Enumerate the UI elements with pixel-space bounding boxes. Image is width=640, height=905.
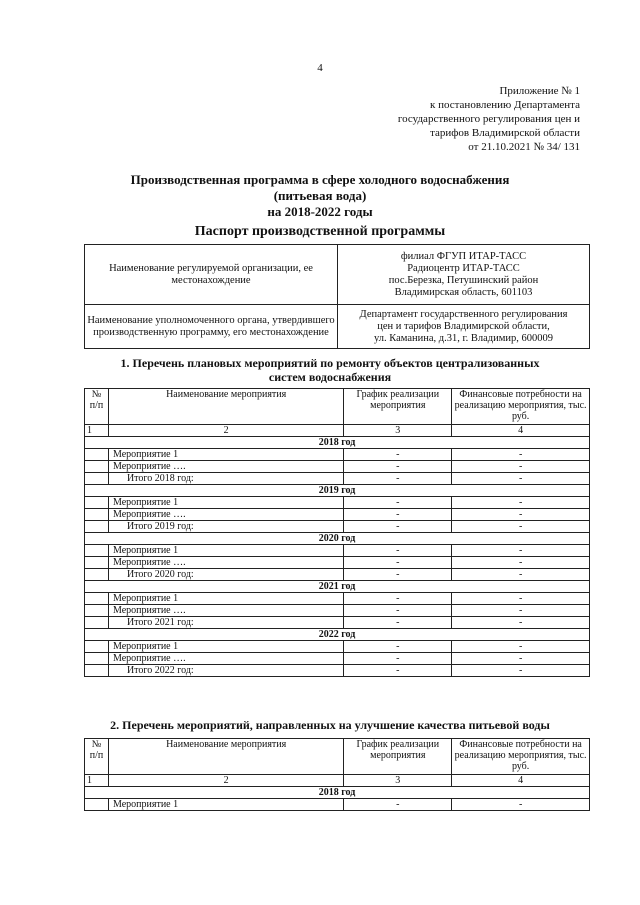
passport-label: Наименование регулируемой организации, ее местонахождение [85, 245, 338, 305]
schedule-cell: - [344, 617, 452, 629]
col-number: 1 [85, 425, 109, 437]
event-name: Мероприятие 1 [108, 799, 343, 811]
passport-title: Паспорт производственной программы [194, 224, 446, 239]
total-row [85, 665, 590, 677]
event-name: Мероприятие 1 [108, 641, 343, 653]
schedule-cell: - [344, 557, 452, 569]
schedule-cell: - [344, 473, 452, 485]
table-header-row [85, 739, 590, 775]
header-cell: График реализации мероприятия [344, 739, 452, 775]
schedule-cell: - [344, 605, 452, 617]
schedule-cell: - [344, 641, 452, 653]
header-cell: Наименование мероприятия [108, 739, 343, 775]
finance-cell: - [452, 569, 590, 581]
event-name: Мероприятие …. [108, 509, 343, 521]
finance-cell: - [452, 461, 590, 473]
appendix-line: государственного регулирования цен и [397, 113, 580, 125]
finance-cell: - [452, 545, 590, 557]
table-header-row [85, 389, 590, 425]
finance-cell: - [452, 509, 590, 521]
table-row [85, 545, 590, 557]
value-line: цен и тарифов Владимирской области, [377, 320, 550, 332]
header-cell: Финансовые потребности на реализацию мероприятия, тыс. руб. [452, 389, 590, 425]
passport-value [338, 305, 590, 349]
finance-cell: - [452, 653, 590, 665]
section2-table [84, 738, 590, 811]
event-name: Мероприятие 1 [108, 545, 343, 557]
year-label: 2020 год [85, 533, 590, 545]
value-line: Департамент государственного регулирования [359, 308, 568, 320]
event-name: Мероприятие 1 [108, 449, 343, 461]
event-name: Мероприятие …. [108, 557, 343, 569]
total-row [85, 617, 590, 629]
finance-cell: - [452, 605, 590, 617]
table-row [85, 449, 590, 461]
schedule-cell: - [344, 593, 452, 605]
section1-table [84, 388, 590, 677]
table-row [85, 461, 590, 473]
col-number: 4 [452, 775, 590, 787]
passport-table [84, 244, 590, 349]
schedule-cell: - [344, 665, 452, 677]
total-label: Итого 2018 год: [108, 473, 343, 485]
col-number: 1 [85, 775, 109, 787]
year-row [85, 787, 590, 799]
event-name: Мероприятие …. [108, 653, 343, 665]
year-label: 2021 год [85, 581, 590, 593]
finance-cell: - [452, 473, 590, 485]
event-name: Мероприятие 1 [108, 497, 343, 509]
finance-cell: - [452, 617, 590, 629]
event-name: Мероприятие 1 [108, 593, 343, 605]
header-cell: График реализации мероприятия [344, 389, 452, 425]
col-number: 2 [108, 775, 343, 787]
schedule-cell: - [344, 545, 452, 557]
value-line: ул. Каманина, д.31, г. Владимир, 600009 [373, 332, 554, 344]
title-line: на 2018-2022 годы [267, 204, 373, 219]
total-row [85, 473, 590, 485]
schedule-cell: - [344, 653, 452, 665]
section1-title [40, 356, 620, 384]
title-line: Производственная программа в сфере холодного водоснабжения [130, 172, 510, 187]
col-number: 2 [108, 425, 343, 437]
title-line: (питьевая вода) [273, 188, 367, 203]
passport-row [85, 305, 590, 349]
total-label: Итого 2022 год: [108, 665, 343, 677]
document-title [40, 172, 600, 220]
schedule-cell: - [344, 521, 452, 533]
year-row [85, 533, 590, 545]
year-row [85, 629, 590, 641]
appendix-line: от 21.10.2021 № 34/ 131 [468, 141, 580, 153]
schedule-cell: - [344, 497, 452, 509]
section1-title-line: 1. Перечень плановых мероприятий по ремонту объектов централизованных [120, 356, 540, 370]
column-number-row [85, 775, 590, 787]
schedule-cell: - [344, 509, 452, 521]
schedule-cell: - [344, 449, 452, 461]
event-name: Мероприятие …. [108, 461, 343, 473]
passport-value [338, 245, 590, 305]
event-name: Мероприятие …. [108, 605, 343, 617]
year-label: 2018 год [85, 787, 590, 799]
section1-title-line: систем водоснабжения [268, 370, 392, 384]
header-cell: № п/п [85, 389, 109, 425]
finance-cell: - [452, 557, 590, 569]
appendix-note [360, 84, 580, 154]
finance-cell: - [452, 449, 590, 461]
total-label: Итого 2021 год: [108, 617, 343, 629]
table-row [85, 593, 590, 605]
table-row [85, 799, 590, 811]
schedule-cell: - [344, 799, 452, 811]
header-cell: Наименование мероприятия [108, 389, 343, 425]
year-label: 2022 год [85, 629, 590, 641]
year-label: 2019 год [85, 485, 590, 497]
col-number: 3 [344, 775, 452, 787]
finance-cell: - [452, 799, 590, 811]
finance-cell: - [452, 521, 590, 533]
finance-cell: - [452, 497, 590, 509]
appendix-line: Приложение № 1 [499, 85, 580, 97]
table-row [85, 497, 590, 509]
header-cell: Финансовые потребности на реализацию мероприятия, тыс. руб. [452, 739, 590, 775]
value-line: филиал ФГУП ИТАР-ТАСС [400, 250, 527, 262]
finance-cell: - [452, 593, 590, 605]
total-label: Итого 2019 год: [108, 521, 343, 533]
passport-label: Наименование уполномоченного органа, утвердившего производственную программу, его местонахождение [85, 305, 338, 349]
year-row [85, 437, 590, 449]
finance-cell: - [452, 665, 590, 677]
table-row [85, 557, 590, 569]
value-line: пос.Березка, Петушинский район [388, 274, 539, 286]
table-row [85, 509, 590, 521]
passport-row [85, 245, 590, 305]
section2-title: 2. Перечень мероприятий, направленных на улучшение качества питьевой воды [110, 718, 550, 732]
year-row [85, 581, 590, 593]
finance-cell: - [452, 641, 590, 653]
appendix-line: тарифов Владимирской области [430, 127, 580, 139]
value-line: Радиоцентр ИТАР-ТАСС [407, 262, 520, 274]
total-row [85, 521, 590, 533]
schedule-cell: - [344, 461, 452, 473]
appendix-line: к постановлению Департамента [429, 99, 580, 111]
col-number: 3 [344, 425, 452, 437]
total-row [85, 569, 590, 581]
table-row [85, 605, 590, 617]
table-row [85, 641, 590, 653]
total-label: Итого 2020 год: [108, 569, 343, 581]
table-row [85, 653, 590, 665]
schedule-cell: - [344, 569, 452, 581]
header-cell: № п/п [85, 739, 109, 775]
value-line: Владимирская область, 601103 [394, 286, 533, 298]
page-number: 4 [317, 62, 323, 74]
column-number-row [85, 425, 590, 437]
col-number: 4 [452, 425, 590, 437]
year-row [85, 485, 590, 497]
year-label: 2018 год [85, 437, 590, 449]
